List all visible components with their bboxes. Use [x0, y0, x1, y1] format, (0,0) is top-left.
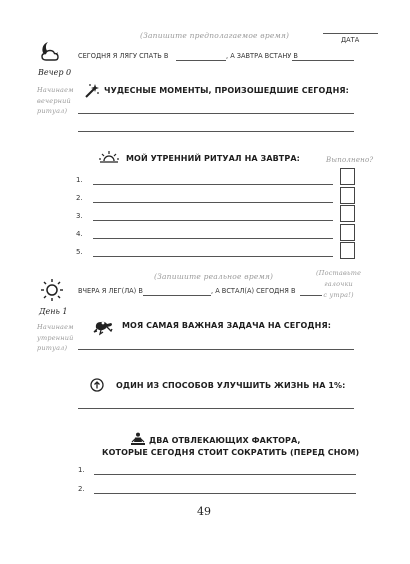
- ritual-item-line[interactable]: [93, 184, 333, 185]
- date-label: ДАТА: [341, 36, 360, 44]
- date-line[interactable]: [323, 33, 378, 34]
- distraction-line[interactable]: [94, 493, 356, 494]
- distraction-line[interactable]: [94, 474, 356, 475]
- sleep-prefix: СЕГОДНЯ Я ЛЯГУ СПАТЬ В: [78, 52, 169, 60]
- ritual-item-line[interactable]: [93, 202, 333, 203]
- meditation-icon: [129, 432, 147, 448]
- ritual-checkbox[interactable]: [340, 224, 355, 241]
- ritual-item-number: 2.: [76, 194, 83, 202]
- actual-time-hint: (Запишите реальное время): [154, 272, 274, 281]
- woke-prefix: , А ВСТАЛ(А) СЕГОДНЯ В: [211, 287, 296, 295]
- ritual-heading: МОЙ УТРЕННИЙ РИТУАЛ НА ЗАВТРА:: [126, 154, 300, 163]
- frog-icon: [92, 317, 114, 335]
- ritual-checkbox[interactable]: [340, 205, 355, 222]
- day-side-note: Начинаем утренний ритуал): [37, 323, 74, 352]
- day-label: День 1: [39, 307, 68, 316]
- distraction-number: 1.: [78, 466, 85, 474]
- ritual-checkbox[interactable]: [340, 187, 355, 204]
- distraction-number: 2.: [78, 485, 85, 493]
- distractions-heading-line1: ДВА ОТВЛЕКАЮЩИХ ФАКТОРА,: [149, 436, 301, 445]
- ritual-checkbox[interactable]: [340, 242, 355, 259]
- bedtime-hint: (Запишите предполагаемое время): [140, 31, 290, 40]
- ritual-item-line[interactable]: [93, 220, 333, 221]
- wake-time-field[interactable]: [292, 60, 354, 61]
- done-label: Выполнено?: [326, 156, 374, 164]
- magic-wand-icon: [84, 83, 100, 99]
- ritual-item-number: 3.: [76, 212, 83, 220]
- improve-line[interactable]: [78, 408, 354, 409]
- wonderful-line[interactable]: [78, 113, 354, 114]
- task-line[interactable]: [78, 349, 354, 350]
- slept-time-field[interactable]: [143, 295, 211, 296]
- evening-side-note: Начинаем вечерний ритуал): [37, 86, 74, 115]
- sleep-time-field[interactable]: [176, 60, 226, 61]
- task-heading: МОЯ САМАЯ ВАЖНАЯ ЗАДАЧА НА СЕГОДНЯ:: [122, 321, 331, 330]
- page-number: 49: [197, 505, 211, 518]
- checkbox-note: (Поставьте галочки с утра!): [316, 269, 362, 299]
- ritual-checkbox[interactable]: [340, 168, 355, 185]
- moon-cloud-icon: [38, 40, 64, 62]
- arrow-up-circle-icon: [90, 378, 104, 392]
- ritual-item-line[interactable]: [93, 256, 333, 257]
- distractions-heading-line2: КОТОРЫЕ СЕГОДНЯ СТОИТ СОКРАТИТЬ (ПЕРЕД СНОМ): [102, 448, 360, 457]
- sun-icon: [40, 278, 64, 302]
- evening-label: Вечер 0: [38, 68, 72, 77]
- ritual-item-number: 1.: [76, 176, 83, 184]
- wonderful-heading: ЧУДЕСНЫЕ МОМЕНТЫ, ПРОИЗОШЕДШИЕ СЕГОДНЯ:: [104, 86, 349, 95]
- woke-time-field[interactable]: [300, 295, 322, 296]
- slept-prefix: ВЧЕРА Я ЛЕГ(ЛА) В: [78, 287, 143, 295]
- ritual-item-number: 4.: [76, 230, 83, 238]
- ritual-item-number: 5.: [76, 248, 83, 256]
- ritual-item-line[interactable]: [93, 238, 333, 239]
- wonderful-line[interactable]: [78, 131, 354, 132]
- sunrise-icon: [98, 150, 120, 164]
- wake-prefix: , А ЗАВТРА ВСТАНУ В: [226, 52, 298, 60]
- improve-heading: ОДИН ИЗ СПОСОБОВ УЛУЧШИТЬ ЖИЗНЬ НА 1%:: [116, 381, 346, 390]
